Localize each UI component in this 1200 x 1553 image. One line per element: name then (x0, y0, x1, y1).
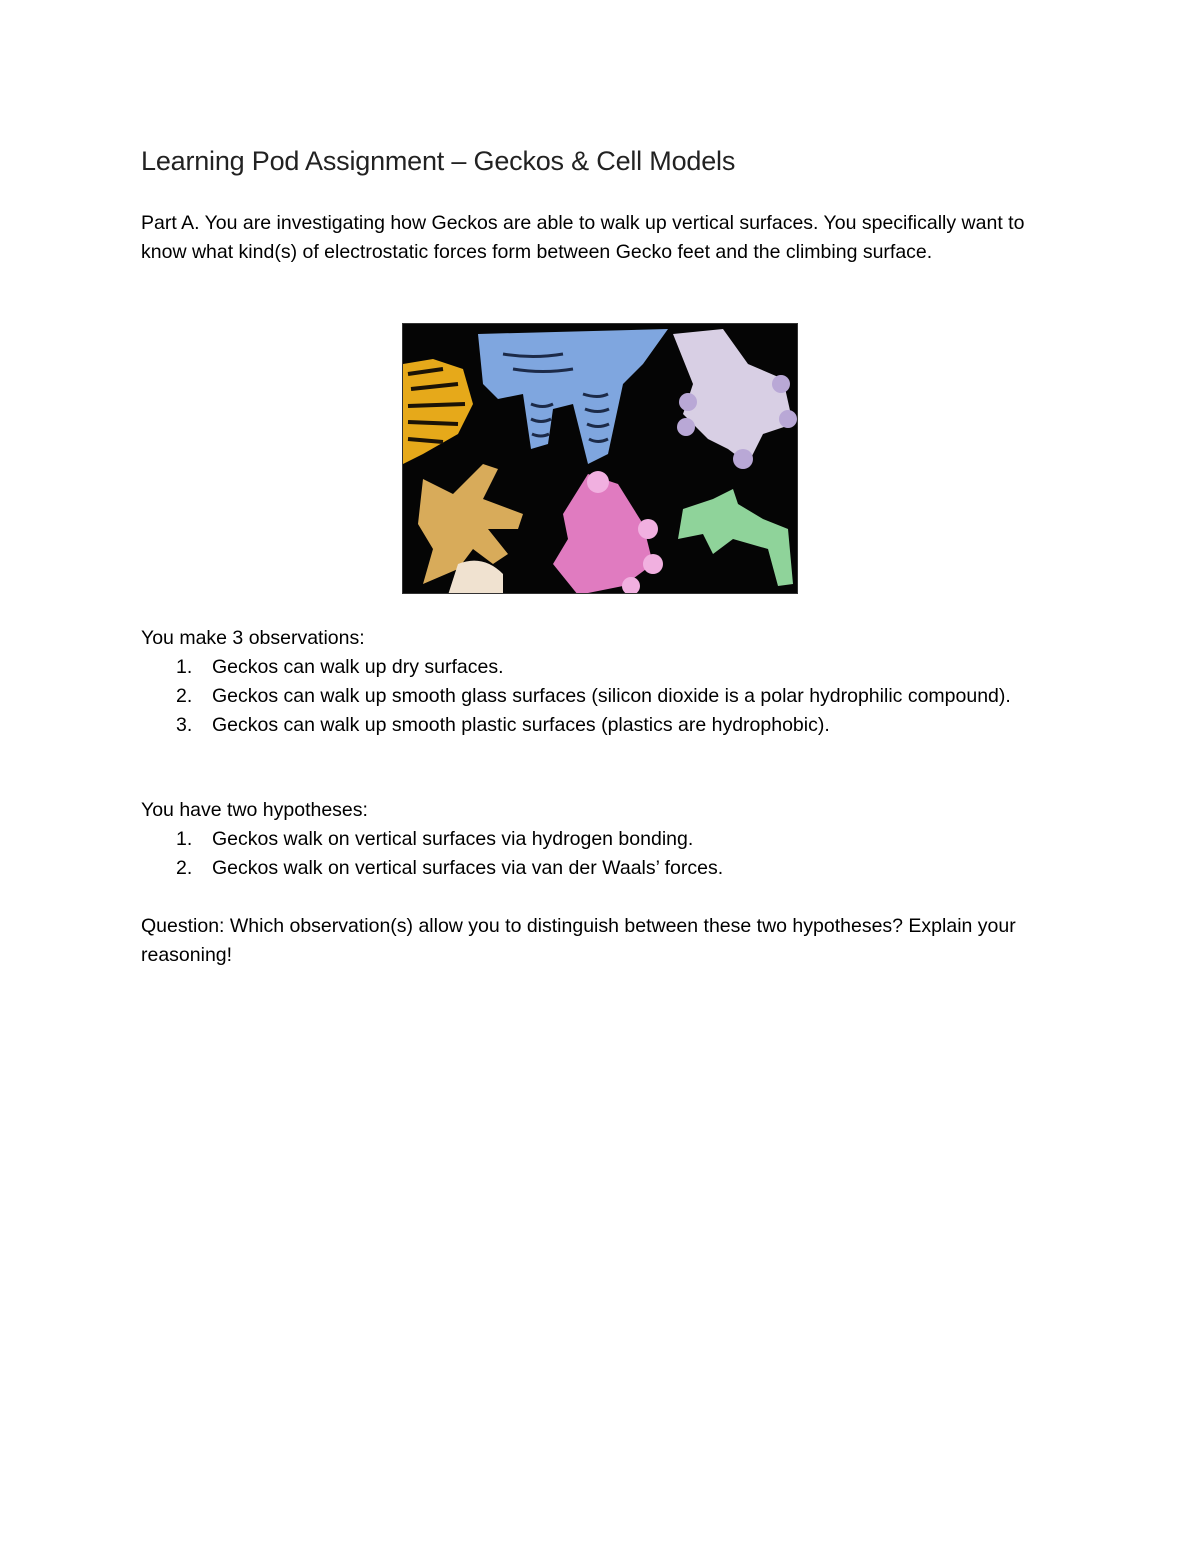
observations-list (141, 653, 1021, 740)
gecko-feet-photo (402, 323, 798, 594)
list-item (141, 682, 1021, 711)
document-title: Learning Pod Assignment – Geckos & Cell Models (141, 146, 736, 176)
observation-text: Geckos can walk up smooth glass surfaces (silicon dioxide is a polar hydrophilic compound). (212, 685, 1011, 707)
list-number: 1. (176, 656, 193, 678)
hypothesis-text: Geckos walk on vertical surfaces via hydrogen bonding. (212, 828, 694, 850)
list-item (141, 825, 1021, 854)
observation-text: Geckos can walk up smooth plastic surfaces (plastics are hydrophobic). (212, 714, 830, 736)
list-number: 2. (176, 685, 193, 707)
part-a-intro: Part A. You are investigating how Geckos are able to walk up vertical surfaces. You specifically want to know what kind(s) of electrostatic forces form between Gecko feet and the climbing surface. (141, 212, 1025, 263)
list-number: 3. (176, 714, 193, 736)
list-number: 2. (176, 857, 193, 879)
hypotheses-list (141, 825, 1021, 883)
list-item (141, 653, 1021, 682)
hypothesis-text: Geckos walk on vertical surfaces via van der Waals’ forces. (212, 857, 724, 879)
list-item (141, 854, 1021, 883)
hypotheses-heading: You have two hypotheses: (141, 799, 368, 821)
observation-text: Geckos can walk up dry surfaces. (212, 656, 504, 678)
question-text: Question: Which observation(s) allow you to distinguish between these two hypotheses? Explain your reasoning! (141, 915, 1016, 966)
observations-heading: You make 3 observations: (141, 627, 365, 649)
list-number: 1. (176, 828, 193, 850)
list-item (141, 711, 1021, 740)
